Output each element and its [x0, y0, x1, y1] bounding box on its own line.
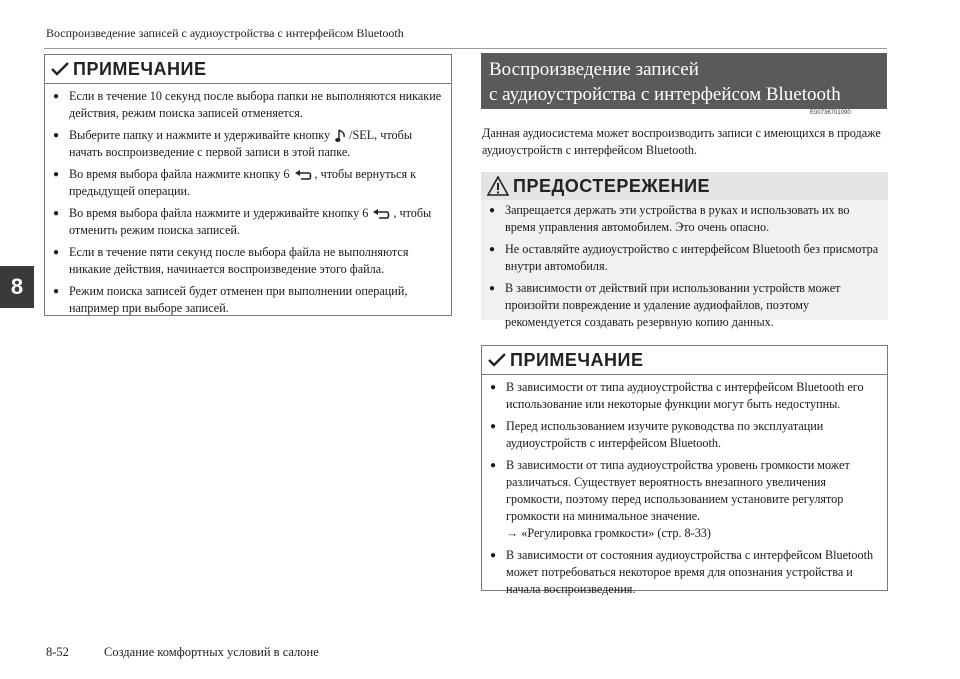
list-item: ● Не оставляйте аудиоустройство с интерфейсом Bluetooth без присмотра внутри автомобиля.	[489, 241, 882, 275]
note-box-left	[44, 54, 452, 316]
note-header	[482, 346, 887, 375]
reference-code: E00736701090	[810, 110, 851, 116]
page-number: 8-52	[46, 645, 69, 659]
section-heading	[481, 53, 887, 109]
list-item: ● Если в течение 10 секунд после выбора папки не выполняются никакие действия, режим поиска записей отменяется.	[53, 88, 445, 122]
cross-reference-link[interactable]: → «Регулировка громкости» (стр. 8-33)	[506, 526, 711, 540]
note-title: ПРИМЕЧАНИЕ	[510, 349, 644, 370]
music-note-icon	[335, 129, 347, 143]
section-intro: Данная аудиосистема может воспроизводить записи с имеющихся в продаже аудиоустройств с интерфейсом Bluetooth.	[482, 126, 881, 157]
section-heading-line2: с аудиоустройства с интерфейсом Bluetooth	[489, 84, 841, 105]
list-item: ● Режим поиска записей будет отменен при выполнении операций, например при выборе записей.	[53, 283, 445, 317]
footer-chapter-title: Создание комфортных условий в салоне	[104, 645, 319, 659]
list-item: ● Перед использованием изучите руководства по эксплуатации аудиоустройств с интерфейсом Bluetooth.	[490, 418, 881, 452]
note-box-right	[481, 345, 888, 596]
page-header-title: Воспроизведение записей с аудиоустройства с интерфейсом Bluetooth	[46, 26, 404, 40]
warning-title: ПРЕДОСТЕРЕЖЕНИЕ	[513, 175, 711, 196]
note-title: ПРИМЕЧАНИЕ	[73, 58, 207, 79]
pencil-check-icon	[488, 353, 506, 367]
list-item: ● Выберите папку и нажмите и удерживайте кнопку /SEL, чтобы начать воспроизведение с первой записи в этой папке.	[53, 127, 445, 161]
list-item: ● В зависимости от состояния аудиоустройства с интерфейсом Bluetooth может потребоваться некоторое время для опознания устройства и начала воспроизведения.	[490, 547, 881, 598]
section-heading-line1: Воспроизведение записей	[489, 59, 699, 80]
warning-triangle-icon	[487, 176, 509, 196]
list-item: ● Если в течение пяти секунд после выбора файла не выполняются никакие действия, начинается воспроизведение этого файла.	[53, 244, 445, 278]
return-arrow-icon	[373, 208, 391, 220]
list-item: ● Запрещается держать эти устройства в руках и использовать их во время управления автомобилем. Это очень опасно.	[489, 202, 882, 236]
chapter-tab: 8	[0, 266, 34, 308]
list-item: ● В зависимости от действий при использовании устройств может произойти повреждение и удаление аудиофайлов, поэтому рекомендуется создавать резервную копию данных.	[489, 280, 882, 331]
list-item: ● Во время выбора файла нажмите и удерживайте кнопку 6 , чтобы отменить режим поиска записей.	[53, 205, 445, 239]
list-item: ● В зависимости от типа аудиоустройства с интерфейсом Bluetooth его использование или некоторые функции могут быть недоступны.	[490, 379, 881, 413]
return-arrow-icon	[295, 169, 313, 181]
pencil-check-icon	[51, 62, 69, 76]
list-item: ● Во время выбора файла нажмите кнопку 6 , чтобы вернуться к предыдущей операции.	[53, 166, 445, 200]
note-header	[45, 55, 451, 84]
warning-box	[481, 172, 888, 329]
header-divider	[44, 48, 887, 49]
list-item: ● В зависимости от типа аудиоустройства уровень громкости может различаться. Существует вероятность внезапного увеличения громкости, поэтому перед использованием установите регулятор громкости на минимальное значение. → «Регулировка громкости» (стр. 8-33)	[490, 457, 881, 542]
warning-header	[481, 172, 888, 200]
